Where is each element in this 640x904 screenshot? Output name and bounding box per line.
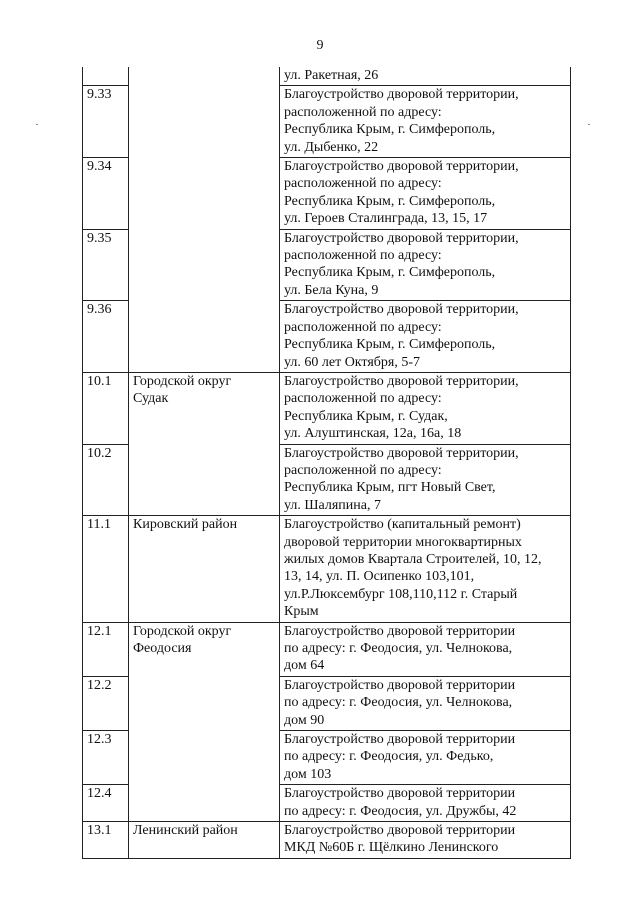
row-description: Благоустройство дворовой территории, расположенной по адресу: Республика Крым, г. Симферополь, ул. Бела Куна, 9 — [280, 229, 571, 301]
row-number: 9.36 — [83, 301, 129, 373]
district-cell: Городской округ Судак — [129, 372, 280, 444]
table-row — [83, 158, 571, 230]
table-row — [83, 516, 571, 622]
row-number: 9.35 — [83, 229, 129, 301]
row-description: Благоустройство дворовой территории по адресу: г. Феодосия, ул. Челнокова, дом 64 — [280, 622, 571, 676]
row-number — [83, 67, 129, 86]
district-cell — [129, 158, 280, 230]
row-description: ул. Ракетная, 26 — [280, 67, 571, 86]
table-row — [83, 622, 571, 676]
row-number: 12.3 — [83, 731, 129, 785]
table-row — [83, 229, 571, 301]
row-number: 9.33 — [83, 86, 129, 158]
row-description: Благоустройство дворовой территории по адресу: г. Феодосия, ул. Челнокова, дом 90 — [280, 676, 571, 730]
table-row — [83, 444, 571, 516]
district-cell: Городской округ Феодосия — [129, 622, 280, 676]
district-cell — [129, 67, 280, 86]
row-number: 13.1 — [83, 822, 129, 859]
table-row — [83, 372, 571, 444]
district-cell: Ленинский район — [129, 822, 280, 859]
row-number: 10.1 — [83, 372, 129, 444]
row-number: 10.2 — [83, 444, 129, 516]
scan-speck — [36, 124, 38, 125]
district-cell — [129, 731, 280, 785]
table-row — [83, 676, 571, 730]
page-number: 9 — [316, 38, 324, 53]
table-row — [83, 731, 571, 785]
row-number: 9.34 — [83, 158, 129, 230]
row-number: 12.1 — [83, 622, 129, 676]
row-description: Благоустройство (капитальный ремонт) дворовой территории многоквартирных жилых домов Квартала Строителей, 10, 12, 13, 14, ул. П. Осипенко 103,101, ул.Р.Люксембург 108,110,112 г. Старый Крым — [280, 516, 571, 622]
district-cell — [129, 785, 280, 822]
district-cell — [129, 676, 280, 730]
district-cell — [129, 86, 280, 158]
district-cell — [129, 229, 280, 301]
district-cell — [129, 444, 280, 516]
district-cell — [129, 301, 280, 373]
row-number: 11.1 — [83, 516, 129, 622]
projects-table — [82, 67, 571, 859]
table-row — [83, 785, 571, 822]
row-number: 12.4 — [83, 785, 129, 822]
row-number: 12.2 — [83, 676, 129, 730]
row-description: Благоустройство дворовой территории по адресу: г. Феодосия, ул. Дружбы, 42 — [280, 785, 571, 822]
row-description: Благоустройство дворовой территории по адресу: г. Феодосия, ул. Федько, дом 103 — [280, 731, 571, 785]
row-description: Благоустройство дворовой территории, расположенной по адресу: Республика Крым, г. Симферополь, ул. Дыбенко, 22 — [280, 86, 571, 158]
row-description: Благоустройство дворовой территории, расположенной по адресу: Республика Крым, г. Судак, ул. Алуштинская, 12а, 16а, 18 — [280, 372, 571, 444]
row-description: Благоустройство дворовой территории, расположенной по адресу: Республика Крым, пгт Новый Свет, ул. Шаляпина, 7 — [280, 444, 571, 516]
table-row — [83, 301, 571, 373]
table-row — [83, 67, 571, 86]
scan-speck — [588, 124, 590, 125]
table-row — [83, 822, 571, 859]
row-description: Благоустройство дворовой территории, расположенной по адресу: Республика Крым, г. Симферополь, ул. Героев Сталинграда, 13, 15, 17 — [280, 158, 571, 230]
table-row — [83, 86, 571, 158]
district-cell: Кировский район — [129, 516, 280, 622]
row-description: Благоустройство дворовой территории МКД №60Б г. Щёлкино Ленинского — [280, 822, 571, 859]
row-description: Благоустройство дворовой территории, расположенной по адресу: Республика Крым, г. Симферополь, ул. 60 лет Октября, 5-7 — [280, 301, 571, 373]
